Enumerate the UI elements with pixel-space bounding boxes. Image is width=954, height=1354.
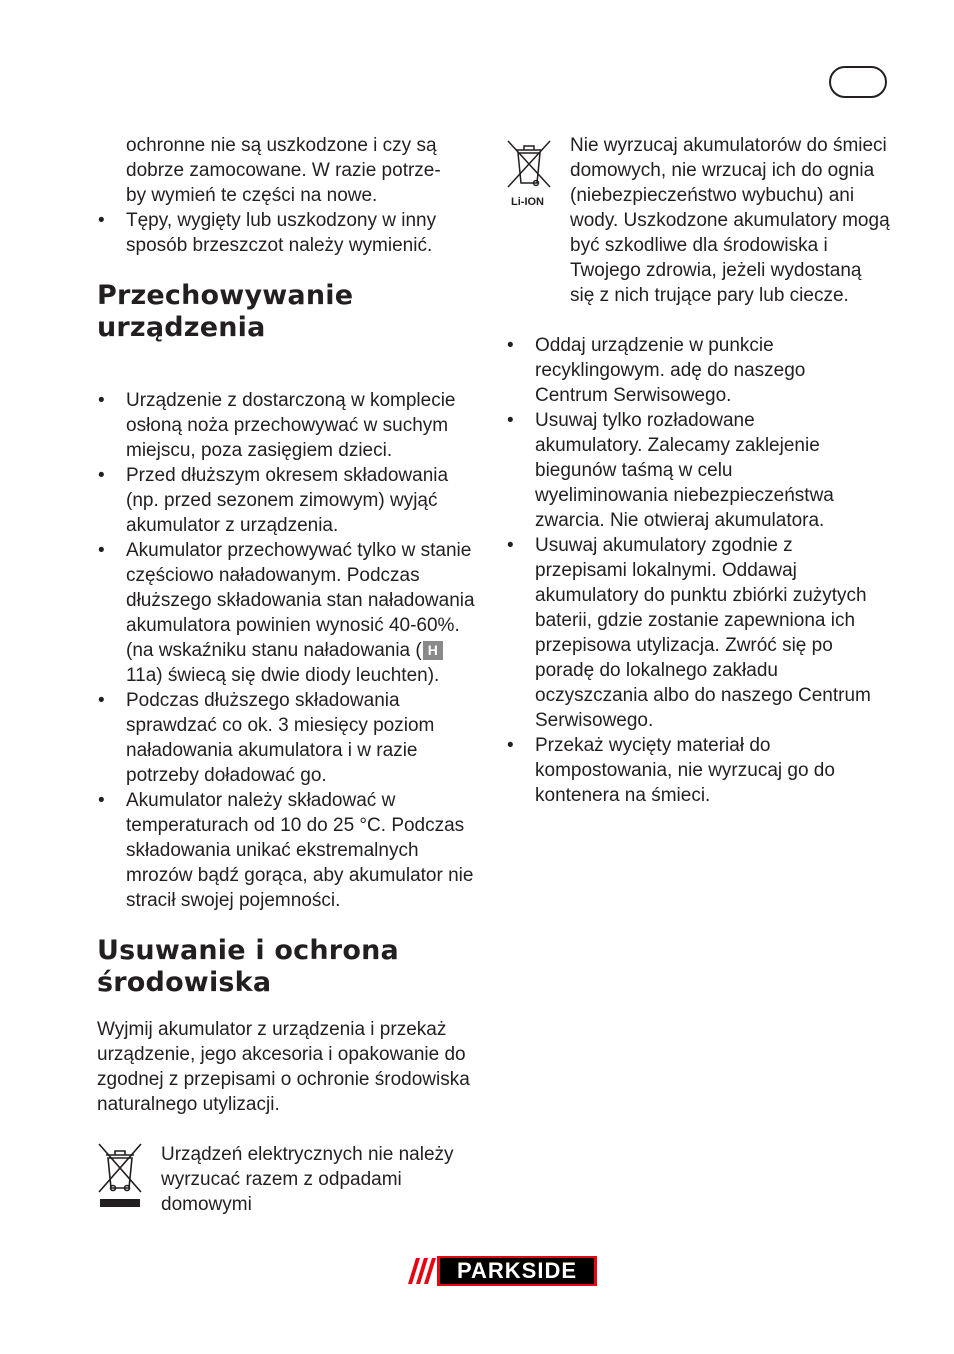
list-item: • Akumulator należy składować w temperaturach od 10 do 25 °C. Podczas składowania unikać ekstremalnych mrozów bądź gorąca, aby akumulator nie stracił swojej pojemności. [97,788,483,913]
blade-bullet: • Tępy, wygięty lub uszkodzony w inny sposób brzeszczot należy wymienić. [97,208,466,258]
heading-storage-line-1: Przechowywanie [97,280,354,311]
list-item [97,538,476,688]
crossed-bin-li-ion-icon [506,133,570,308]
heading-disposal-line-1: Usuwanie i ochrona [97,935,399,966]
heading-disposal [97,935,487,999]
left-column [97,133,487,1217]
figure-reference-badge: H [423,641,443,660]
battery-text: Nie wyrzucaj akumulatorów do śmieci domowych, nie wrzucaj ich do ognia (niebezpieczeństwo wybuchu) ani wody. Uszkodzone akumulatory mogą być szkodliwe dla środowiska i Twojego zdrowia, jeżeli wydostaną się z nich trujące pary lub ciecze. [570,135,890,306]
charge-text-after: 11a) świecą się dwie diody leuchten). [126,665,440,686]
list-item: • Usuwaj akumulatory zgodnie z przepisami lokalnymi. Oddawaj akumulatory do punktu zbiórki zużytych baterii, gdzie zostanie zapewniona ich przepisowa utylizacja. Zwróć się po poradę do lokalnego zakładu oczyszczania albo do naszego Centrum Serwisowego. [506,533,888,733]
disposal-list [506,333,896,808]
list-item: • Urządzenie z dostarczoną w komplecie osłoną noża przechowywać w suchym miejscu, poza zasięgiem dzieci. [97,388,488,463]
list-item: • Usuwaj tylko rozładowane akumulatory. Zalecamy zaklejenie biegunów taśmą w celu wyeliminowania niebezpieczeństwa zwarcia. Nie otwieraj akumulatora. [506,408,865,533]
brand-name: PARKSIDE [456,1258,578,1283]
weee-text: Urządzeń elektrycznych nie należy wyrzucać razem z odpadami domowymi [161,1144,454,1215]
intro-line-1: ochronne nie są uszkodzone i czy są [126,135,437,156]
storage-list [97,388,487,913]
weee-notice [97,1142,487,1217]
heading-disposal-line-2: środowiska [97,967,272,998]
language-badge [829,66,887,98]
list-item: • Oddaj urządzenie w punkcie recyklingowym. adę do naszego Centrum Serwisowego. [506,333,883,408]
right-column [506,133,896,808]
charge-text-before: Akumulator przechowywać tylko w stanie częściowo naładowanym. Podczas dłuższego składowania stan naładowania akumulatora powinien wynosić 40-60%. (na wskaźniku stanu naładowania ( [126,540,475,661]
disposal-paragraph: Wyjmij akumulator z urządzenia i przekaż urządzenie, jego akcesoria i opakowanie do zgodnej z przepisami o ochronie środowiska naturalnego utylizacji. [97,1019,470,1115]
crossed-bin-icon [97,1142,161,1217]
battery-notice [506,133,896,308]
list-item: • Podczas dłuższego składowania sprawdzać co ok. 3 miesięcy poziom naładowania akumulatora i w razie potrzeby doładować go. [97,688,466,788]
heading-storage [97,280,487,344]
intro-line-3: by wymień te części na nowe. [126,185,378,206]
list-item: • Przekaż wycięty materiał do kompostowania, nie wyrzucaj go do kontenera na śmieci. [506,733,880,808]
heading-storage-line-2: urządzenia [97,312,266,343]
li-ion-label: Li-ION [511,196,544,208]
parkside-logo [405,1253,599,1289]
list-item: • Przed dłuższym okresem składowania (np. przed sezonem zimowym) wyjąć akumulator z urządzenia. [97,463,466,538]
intro-line-2: dobrze zamocowane. W razie potrze- [126,160,441,181]
